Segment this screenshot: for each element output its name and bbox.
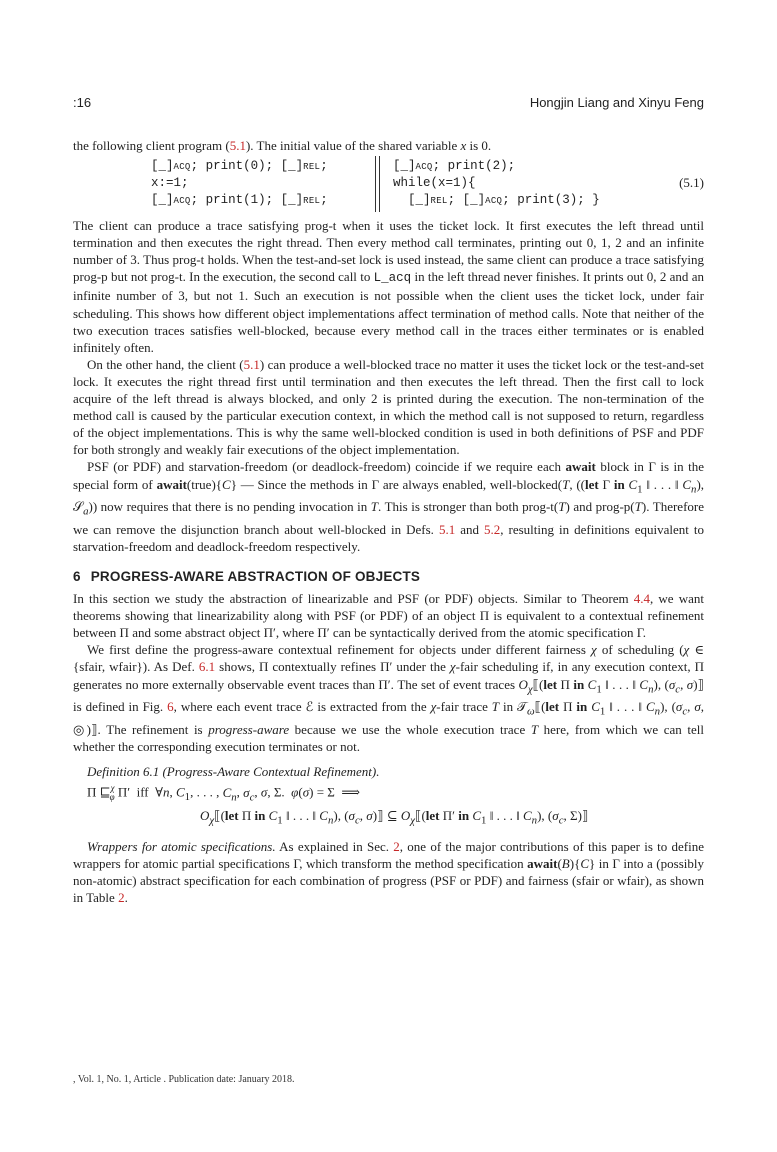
theorem-ref-link[interactable]: 4.4 xyxy=(633,591,650,607)
def-ref-link[interactable]: 5.2 xyxy=(484,521,501,537)
client-program xyxy=(73,158,704,212)
paragraph-trace-explanation: The client can produce a trace satisfying prog-t when it uses the ticket lock. It first executes the left thread until termination and then executes the right thread. Then every method call terminates, printing out 0, 1, 2 and an infinite number of 3. Thus prog-t holds. When the test-and-set lock is used instead, the same client can produce a trace satisfying prog-p but not prog-t. In the execution, the second call to L_acq in the left thread never finishes. It prints out 0, 2 and an infinite number of 3, but not 1. Such an execution is not possible when the client uses the ticket lock, under fair scheduling. This shows how different object implementations affect termination of method calls. Note that neither of the two execution traces satisfies well-blocked, because every method call in the traces either terminates or is enabled infinitely often. xyxy=(73,218,704,355)
intro-line: the following client program (5.1). The initial value of the shared variable x is 0. xyxy=(73,138,492,153)
program-line: x:=1; xyxy=(151,176,189,191)
definition-formula-line-1: Π ⊑$^\chi_\varphi$ Π′ iff ∀n, $C_1$, . . . , $C_n$, $\sigma_c$, σ, Σ. φ(σ) = Σ ⟹ xyxy=(87,783,360,804)
running-header xyxy=(73,95,704,111)
sec-ref-link[interactable]: 2 xyxy=(393,838,400,854)
paragraph-well-blocked: On the other hand, the client (5.1) can produce a well-blocked trace no matter it uses the ticket lock or the test-and-set lock. It executes the right thread first until termination and then executes the left thread. Then the first call to lock acquire of the left thread is always blocked, and only 2 is printed during the execution. The non-termination of the method call is caused by the particular execution context, in which the method call is not supposed to return, regardless of the object implementations. This is why the same well-blocked condition is used in both definitions of PSF and PDF for both strongly and weakly fair executions of the object implementation. xyxy=(73,356,705,458)
wrappers-title: Wrappers for atomic specifications. xyxy=(87,838,276,854)
program-line: [_]REL; [_]ACQ; print(3); } xyxy=(393,193,600,208)
section-heading xyxy=(73,569,704,584)
program-left-thread xyxy=(151,158,328,209)
page-body xyxy=(73,137,704,906)
program-right-thread xyxy=(393,158,600,209)
page-footer: , Vol. 1, No. 1, Article . Publication date: January 2018. xyxy=(73,1074,295,1085)
paragraph-psf-coincide: PSF (or PDF) and starvation-freedom (or deadlock-freedom) coincide if we require each await block in Γ is in the special form of await(true){C} — Since the methods in Γ are always enabled, well-blocked(T, ((let Γ in $C_1$ ‖ . . . ‖ $C_n$), 𝒮$_a$)) now requires that there is no pending invocation in T. This is stronger than both prog-t(T) and prog-p(T). Therefore we can remove the disjunction branch about well-blocked in Defs. 5.1 and 5.2, resulting in definitions equivalent to starvation-freedom and deadlock-freedom respectively. xyxy=(73,459,705,554)
def-ref-link[interactable]: 5.1 xyxy=(438,521,456,537)
page-number: :16 xyxy=(73,95,92,110)
program-line: while(x=1){ xyxy=(393,176,476,191)
parallel-bar xyxy=(379,156,380,212)
program-line: [_]ACQ; print(1); [_]REL; xyxy=(151,193,328,208)
section-number: 6 xyxy=(73,569,81,585)
section-title: PROGRESS-AWARE ABSTRACTION OF OBJECTS xyxy=(90,569,421,585)
parallel-bar xyxy=(375,156,376,212)
eq-ref-link[interactable]: 5.1 xyxy=(243,356,260,372)
paragraph-refinement: We first define the progress-aware contextual refinement for objects under different fairness χ of scheduling (χ ∈ {sfair, wfair}). As Def. 6.1 shows, Π contextually refines Π′ under the χ-fair scheduling if, in any execution context, Π generates no more externally observable event traces than Π′. The set of event traces $O_\chi⟦(let$ Π in $C_1$ ‖ . . . ‖ $C_n$), ($\sigma_c$, σ)⟧ is defined in Fig. 6, where each event trace ℰ is extracted from the χ-fair trace T in 𝒯$_\omega$⟦(let Π in $C_1$ ‖ . . . ‖ $C_n$), ($\sigma_c$, σ, ◎)⟧. The refinement is progress-aware because we use the whole execution trace T here, from which we can tell whether the corresponding execution terminates or not. xyxy=(73,642,705,754)
equation-label: (5.1) xyxy=(679,175,704,191)
program-line: [_]ACQ; print(2); xyxy=(393,159,516,174)
eq-ref-link[interactable]: 5.1 xyxy=(229,138,246,153)
paragraph-wrappers: Wrappers for atomic specifications. As explained in Sec. 2, one of the major contributions of this paper is to define wrappers for atomic partial specifications Γ, which transform the method specification await(B){C} in Γ into a (possibly non-atomic) abstract specification for each combination of progress (PSF or PDF) and fairness (sfair or wfair), as shown in Table 2. xyxy=(73,838,704,905)
definition-title: Definition 6.1 (Progress-Aware Contextual Refinement). xyxy=(87,764,380,780)
definition-formula-line-2: $O_\chi⟦(let$ Π in $C_1$ ‖ . . . ‖ $C_n$), ($\sigma_c$, σ)⟧ ⊆ $O_\chi⟦(let$ Π′ in $C_1$ ‖ . . . ‖ $C_n$), ($\sigma_c$, Σ)⟧ xyxy=(200,807,589,827)
paragraph-section-intro: In this section we study the abstraction of linearizable and PSF (or PDF) objects. Similar to Theorem 4.4, we want theorems showing that linearizability along with PSF (or PDF) of an object Π is equivalent to a contextual refinement between Π and some abstract object Π′, where Π′ can be syntactically derived from the atomic specification Γ. xyxy=(73,591,704,641)
table-ref-link[interactable]: 2 xyxy=(118,889,125,905)
program-line: [_]ACQ; print(0); [_]REL; xyxy=(151,159,328,174)
fig-ref-link[interactable]: 6 xyxy=(167,699,174,715)
def-ref-link[interactable]: 6.1 xyxy=(198,659,216,675)
author-names: Hongjin Liang and Xinyu Feng xyxy=(529,95,704,110)
definition-6-1 xyxy=(73,763,704,830)
